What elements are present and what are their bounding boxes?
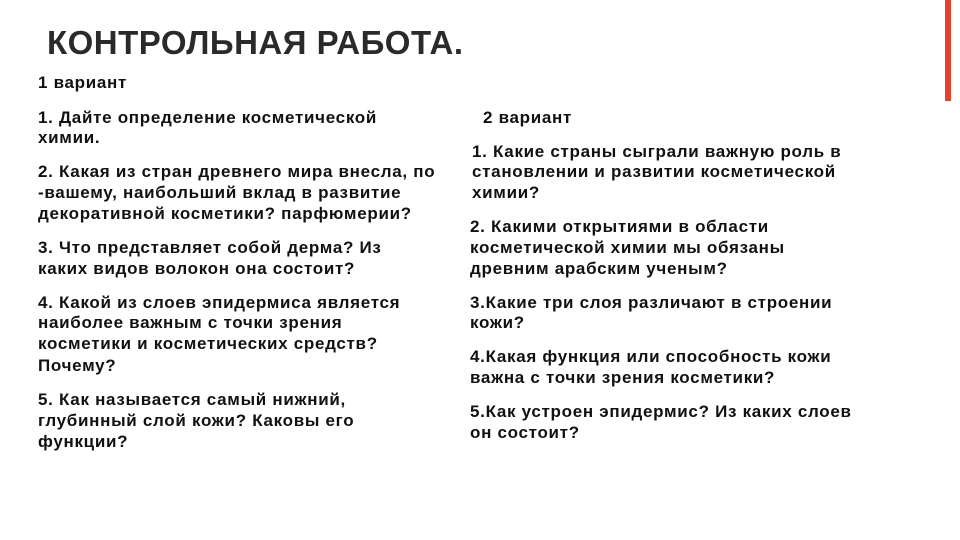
v2-question-3-line-2: кожи? (470, 313, 525, 332)
v1-question-5-line-3: функции? (38, 432, 129, 451)
v1-question-4-line-1: 4. Какой из слоев эпидермиса является (38, 293, 401, 312)
variant1-heading: 1 вариант (38, 73, 128, 92)
v2-question-2-line-2: косметической химии мы обязаны (470, 238, 785, 257)
v2-question-5-line-2: он состоит? (470, 423, 580, 442)
v2-question-5-line-1: 5.Как устроен эпидермис? Из каких слоев (470, 402, 852, 421)
v1-question-2-line-1: 2. Какая из стран древнего мира внесла, по (38, 162, 436, 181)
v1-question-2-line-3: декоративной косметики? парфюмерии? (38, 204, 412, 223)
v1-question-4-line-4: Почему? (38, 356, 117, 375)
accent-bar (945, 0, 951, 101)
v1-question-2-line-2: -вашему, наибольший вклад в развитие (38, 183, 402, 202)
v1-question-5-line-2: глубинный слой кожи? Каковы его (38, 411, 355, 430)
v1-question-3-line-1: 3. Что представляет собой дерма? Из (38, 238, 382, 257)
v2-question-1-line-2: становлении и развитии косметической (472, 162, 836, 181)
v1-question-3-line-2: каких видов волокон она состоит? (38, 259, 356, 278)
v2-question-2-line-3: древним арабским ученым? (470, 259, 728, 278)
v2-question-1-line-1: 1. Какие страны сыграли важную роль в (472, 142, 842, 161)
v2-question-3-line-1: 3.Какие три слоя различают в строении (470, 293, 833, 312)
v2-question-4-line-2: важна с точки зрения косметики? (470, 368, 776, 387)
slide-title: КОНТРОЛЬНАЯ РАБОТА. (47, 24, 464, 61)
v2-question-1-line-3: химии? (472, 183, 540, 202)
v1-question-1-line-1: 1. Дайте определение косметической (38, 108, 378, 127)
variant2-heading: 2 вариант (483, 108, 573, 127)
v1-question-4-line-2: наиболее важным с точки зрения (38, 313, 343, 332)
v1-question-4-line-3: косметики и косметических средств? (38, 334, 378, 353)
v2-question-4-line-1: 4.Какая функция или способность кожи (470, 347, 832, 366)
v2-question-2-line-1: 2. Какими открытиями в области (470, 217, 769, 236)
v1-question-1-line-2: химии. (38, 128, 101, 147)
v1-question-5-line-1: 5. Как называется самый нижний, (38, 390, 346, 409)
